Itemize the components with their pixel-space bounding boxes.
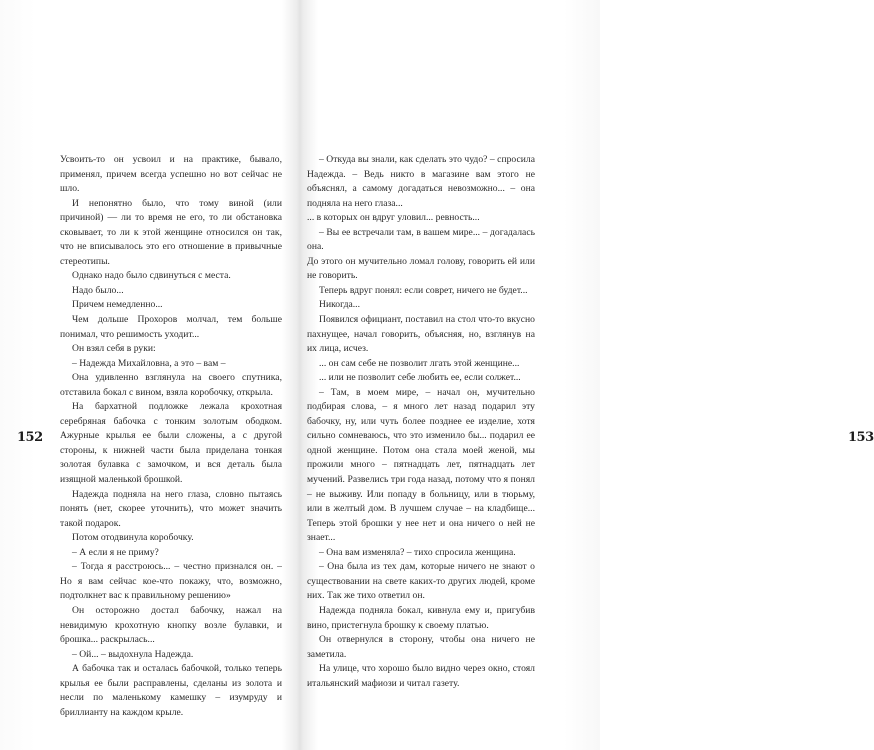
paragraph: – Тогда я расстроюсь... – честно признался он. – Но я вам сейчас кое-что покажу, что, возможно, подтолкнет вас к правильному решению»	[60, 561, 282, 602]
paragraph: – Она вам изменяла? – тихо спросила женщина.	[319, 546, 516, 558]
paragraph: – Вы ее встречали там, в вашем мире... – догадалась она.	[307, 226, 535, 253]
paragraph: До этого он мучительно ломал голову, говорить ей или не говорить.	[307, 255, 535, 282]
paragraph: Он отвернулся в сторону, чтобы она ничего не заметила.	[307, 634, 535, 660]
paragraph: – Там, в моем мире, – начал он, мучительно подбирая слова, – я много лет назад подарил эту бабочку, ну, или чуть более позднее ее изделие, хотя сильно сомневаюсь, что это изменило бы... подарил ее одной женщине. Потом она стала моей женой, мы прожили много – пятнадцать лет, пятнадцать лет мучений. Развелись три года назад, потому что я понял – не выживу. Или попаду в больницу, или в тюрьму, или в желтый дом. В лучшем случае – на кладбище... Теперь этой брошки у нее нет и она ничего о ней не знает...	[307, 386, 535, 544]
paragraph: Усвоить-то он усвоил и на практике, бывало, применял, причем всегда успешно но вот сейчас не шло.	[60, 154, 282, 195]
paragraph: Теперь вдруг понял: если соврет, ничего не будет...	[319, 284, 528, 296]
paragraph: И непонятно было, что тому виной (или причиной) — ли то время не его, то ли обстановка сковывает, то ли к этой женщине относился он так, что не вписывалось это его отношение в привычные стереотипы.	[60, 197, 282, 267]
paragraph: Однако надо было сдвинуться с места.	[72, 270, 231, 282]
paragraph: Он осторожно достал бабочку, нажал на невидимую крохотную кнопку возле булавки, и брошка... раскрылась...	[60, 604, 282, 646]
paragraph: Чем дольше Прохоров молчал, тем больше понимал, что решимость уходит...	[60, 314, 282, 340]
left-page	[0, 0, 300, 750]
paragraph: – Ой... – выдохнула Надежда.	[72, 648, 194, 660]
paragraph: А бабочка так и осталась бабочкой, только теперь крылья ее были расправлены, сделаны из золота и несли по маленькому камешку – изумруду и бриллианту на каждом крыле.	[60, 663, 282, 718]
paragraph: Он взял себя в руки:	[72, 343, 156, 355]
page-number-left: 152	[17, 430, 43, 445]
paragraph: На бархатной подложке лежала крохотная серебряная бабочка с тонким золотым ободком. Ажурные крылья ее были сложены, а с другой стороны, к нижней части была приделана тонкая золотая булавка с замочком, и вся деталь была изящной маленькой брошкой.	[60, 401, 282, 486]
paragraph: – А если я не приму?	[72, 546, 159, 558]
paragraph: Причем немедленно...	[72, 299, 163, 311]
paragraph: Она удивленно взглянула на своего спутника, отставила бокал с вином, взяла коробочку, открыла.	[60, 372, 282, 398]
paragraph: Потом отодвинула коробочку.	[72, 532, 194, 544]
page-number-right: 153	[848, 430, 874, 445]
paragraph: Появился официант, поставил на стол что-то вкусно пахнущее, начал говорить, объясняя, но, взглянув на их лица, исчез.	[307, 314, 535, 355]
paragraph: Никогда...	[319, 299, 361, 311]
paragraph: Надежда подняла на него глаза, словно пытаясь понять (нет, скорее уточнить), что может значить такой подарок.	[60, 488, 282, 529]
paragraph: – Надежда Михайловна, а это – вам –	[72, 357, 226, 369]
paragraph: На улице, что хорошо было видно через окно, стоял итальянский мафиози и читал газету.	[307, 663, 535, 689]
paragraph: – Она была из тех дам, которые ничего не знают о существовании на свете каких-то других людей, кроме них. Так же тихо ответил он.	[307, 561, 535, 602]
paragraph: ... он сам себе не позволит лгать этой женщине...	[319, 357, 520, 369]
left-page-text	[60, 153, 282, 720]
paragraph: ... в которых он вдруг уловил... ревность...	[307, 212, 480, 224]
paragraph: Надежда подняла бокал, кивнула ему и, пригубив вино, пристегнула брошку к своему платью.	[307, 604, 535, 631]
paragraph: – Откуда вы знали, как сделать это чудо? – спросила Надежда. – Ведь никто в магазине вам этого не объяснял, а самому догадаться невозможно... – она подняла на него глаза...	[307, 154, 535, 209]
right-page-text	[307, 153, 535, 691]
paragraph: ... или не позволит себе любить ее, если солжет...	[319, 372, 521, 384]
paragraph: Надо было...	[72, 284, 124, 296]
